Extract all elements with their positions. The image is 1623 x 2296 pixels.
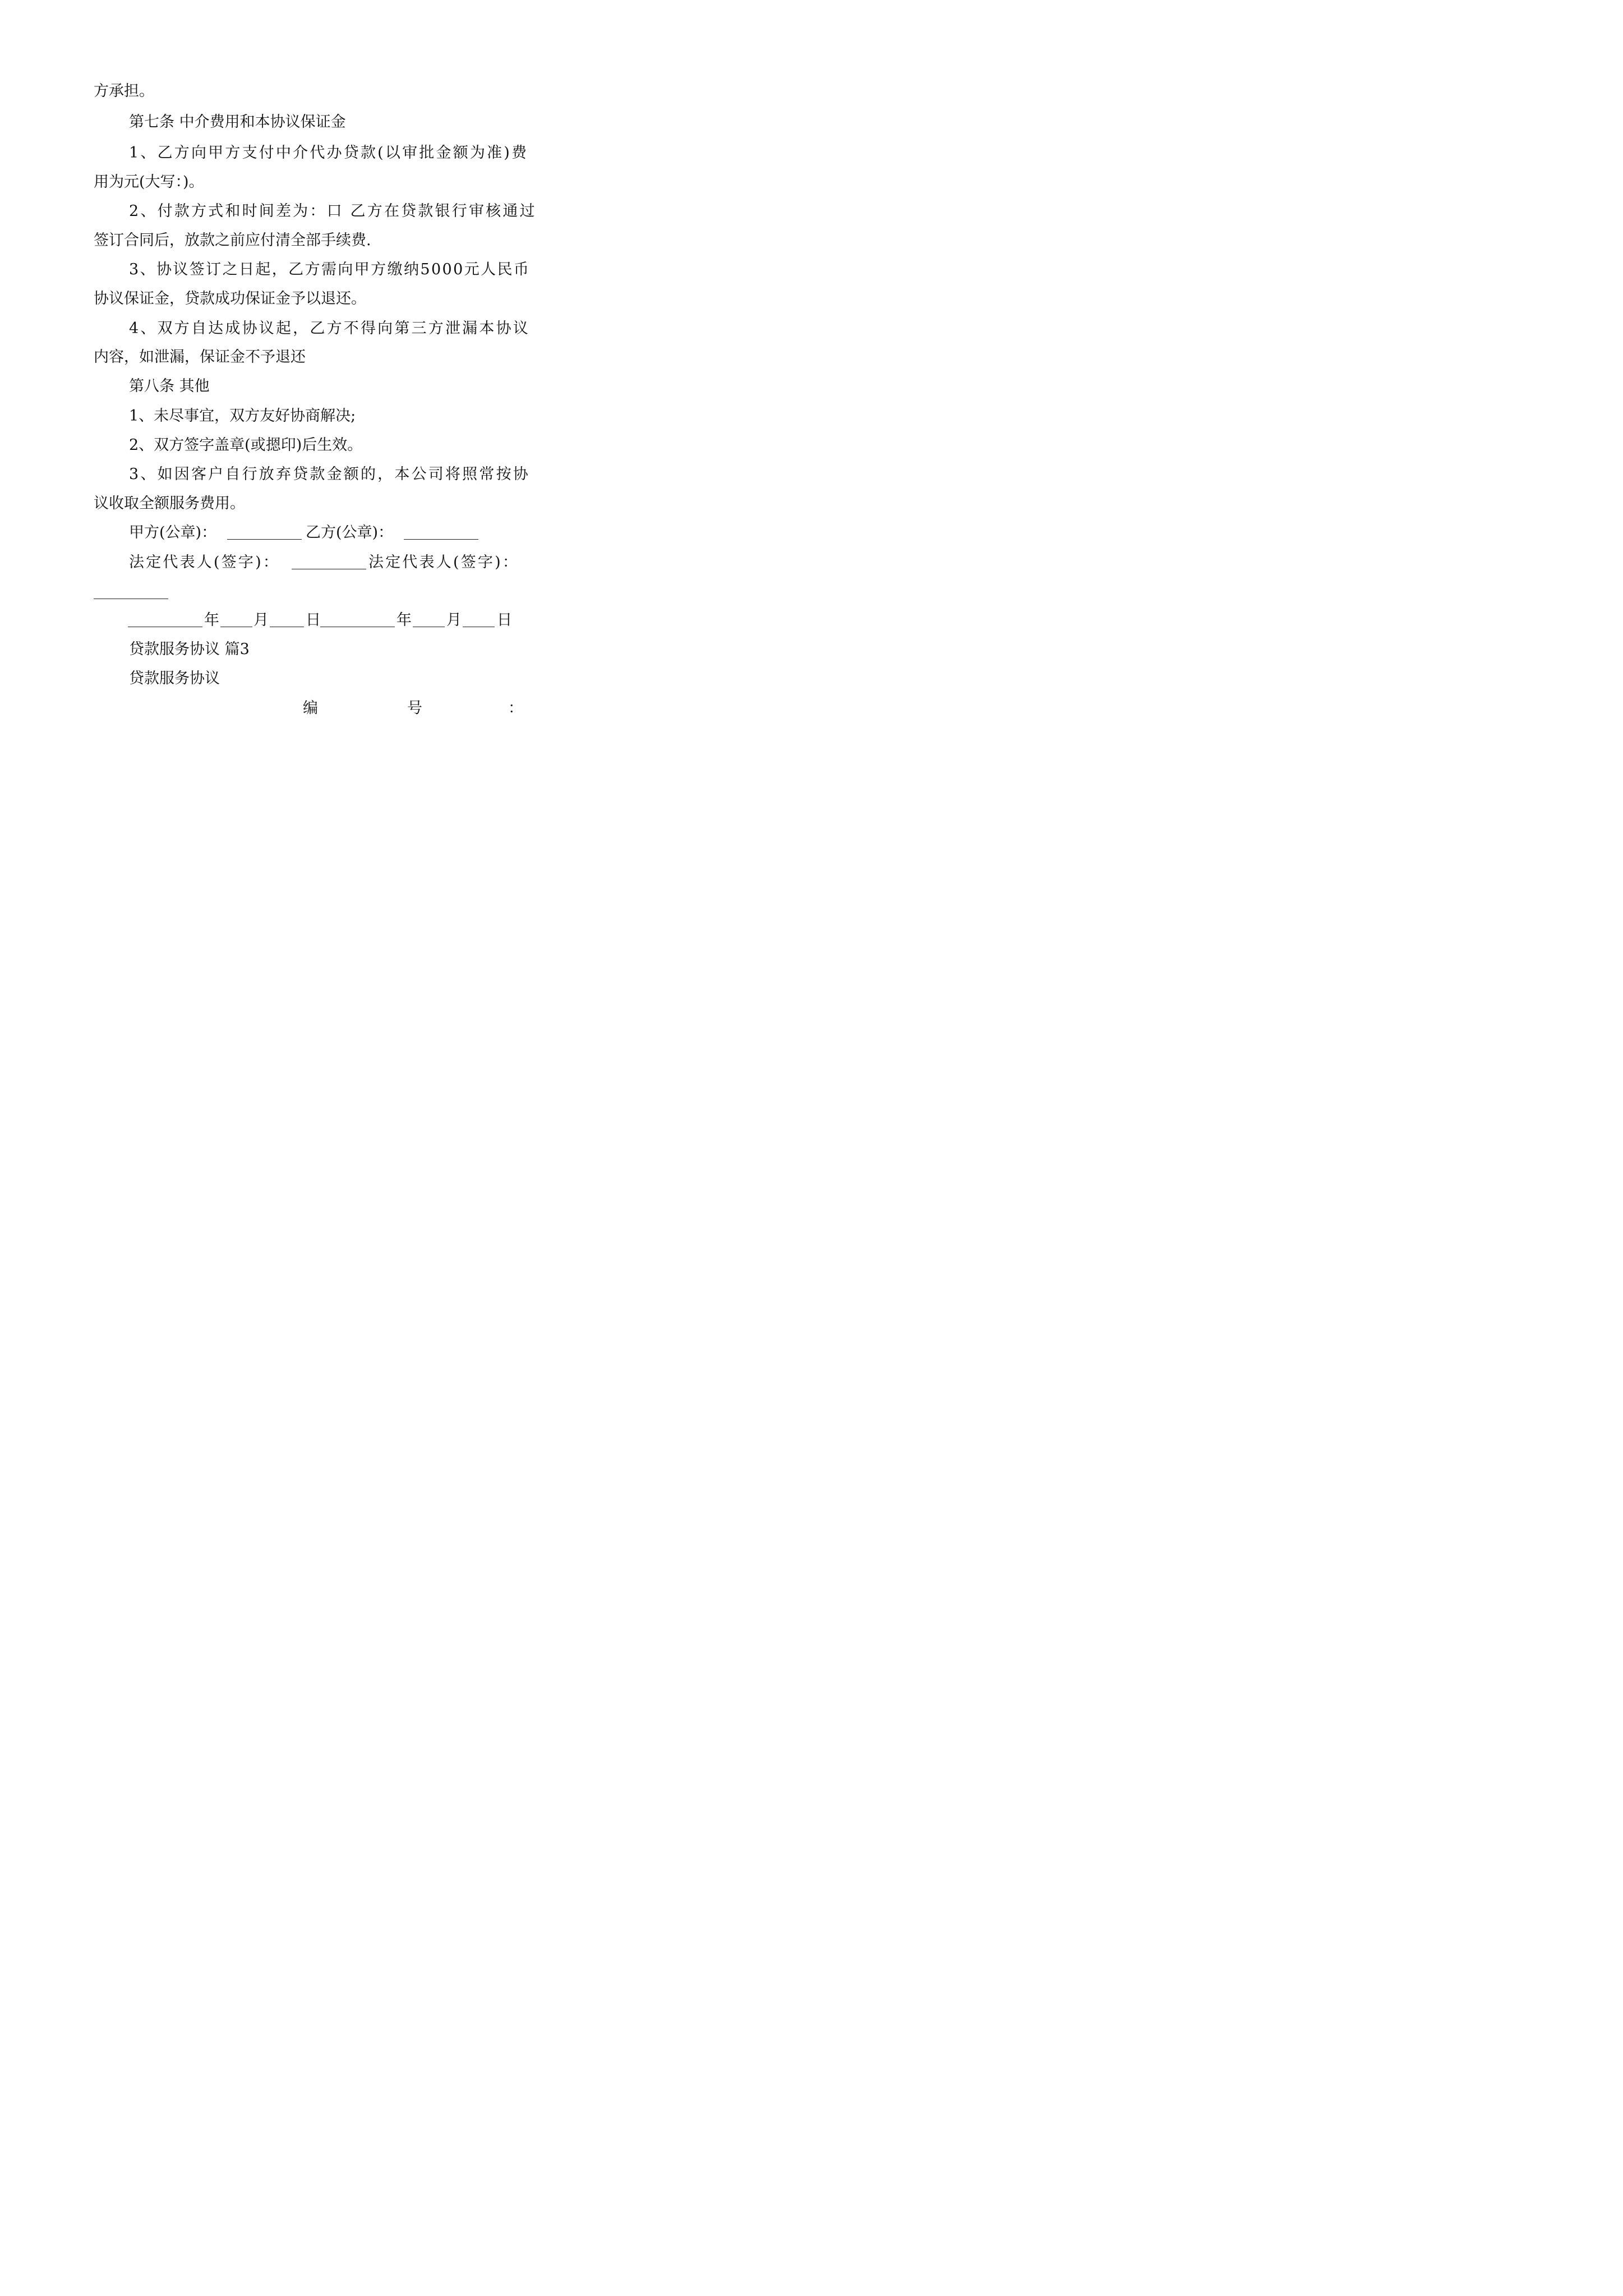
text-line: 签订合同后，放款之前应付清全部手续费. <box>94 232 371 249</box>
year-label-a: 年 <box>204 611 219 629</box>
article-heading <box>0 375 619 398</box>
party-b-rep-label: 法定代表人(签字)： <box>368 554 520 571</box>
number-colon: ： <box>508 700 523 717</box>
text-line: 3、如因客户自行放弃贷款金额的，本公司将照常按协 <box>129 466 530 483</box>
text-line: 协议保证金，贷款成功保证金予以退还。 <box>94 290 366 307</box>
text-line: 2、付款方式和时间差为：口 乙方在贷款银行审核通过 <box>129 203 537 220</box>
text-line: 议收取全额服务费用。 <box>94 495 245 512</box>
paragraph-line <box>0 288 619 310</box>
paragraph-line <box>0 346 619 369</box>
number-label-char-2: 号 <box>407 700 422 717</box>
year-label-b: 年 <box>396 611 412 629</box>
text-line: 2、双方签字盖章(或摁印)后生效。 <box>129 436 363 454</box>
text-line: 1、乙方向甲方支付中介代办贷款(以审批金额为准)费 <box>129 144 529 162</box>
paragraph-line <box>0 318 619 340</box>
paragraph-line <box>0 200 619 223</box>
day-label-a: 日 <box>306 611 321 629</box>
text-line: 4、双方自达成协议起，乙方不得向第三方泄漏本协议 <box>129 320 530 337</box>
paragraph-line <box>0 434 619 457</box>
party-a-seal-blank <box>227 539 302 540</box>
text-line: 方承担。 <box>94 82 154 100</box>
number-label-char-1: 编 <box>303 700 318 717</box>
document-page <box>0 0 619 875</box>
article-heading <box>0 111 619 134</box>
section-title: 贷款服务协议 篇3 <box>129 641 250 658</box>
text-line: 用为元(大写：)。 <box>94 173 204 191</box>
day-label-b: 日 <box>497 611 512 629</box>
seal-row <box>0 522 619 544</box>
document-title: 贷款服务协议 <box>129 670 220 687</box>
text-line: 1、未尽事宜，双方友好协商解决; <box>129 407 356 425</box>
party-b-seal-blank <box>404 539 478 540</box>
representative-row-wrap <box>0 581 619 604</box>
date-row <box>0 609 619 632</box>
party-a-rep-label: 法定代表人(签字)： <box>129 554 280 571</box>
text-line: 3、协议签订之日起，乙方需向甲方缴纳5000元人民币 <box>129 261 531 278</box>
document-heading <box>0 668 619 690</box>
paragraph-line <box>0 142 619 164</box>
article-7-title: 第七条 中介费用和本协议保证金 <box>129 113 346 131</box>
paragraph-line <box>0 171 619 194</box>
paragraph-line <box>0 229 619 252</box>
paragraph-line <box>0 259 619 281</box>
party-a-seal-label: 甲方(公章)： <box>129 524 217 541</box>
paragraph-line <box>0 80 619 103</box>
party-b-seal-label: 乙方(公章)： <box>306 524 394 541</box>
paragraph-line <box>0 405 619 427</box>
month-label-a: 月 <box>253 611 269 629</box>
month-label-b: 月 <box>446 611 462 629</box>
paragraph-line <box>0 463 619 486</box>
text-line: 内容，如泄漏，保证金不予退还 <box>94 348 306 366</box>
article-8-title: 第八条 其他 <box>129 378 210 395</box>
number-row <box>0 697 619 720</box>
section-heading <box>0 638 619 661</box>
representative-row <box>0 551 619 574</box>
paragraph-line <box>0 493 619 515</box>
